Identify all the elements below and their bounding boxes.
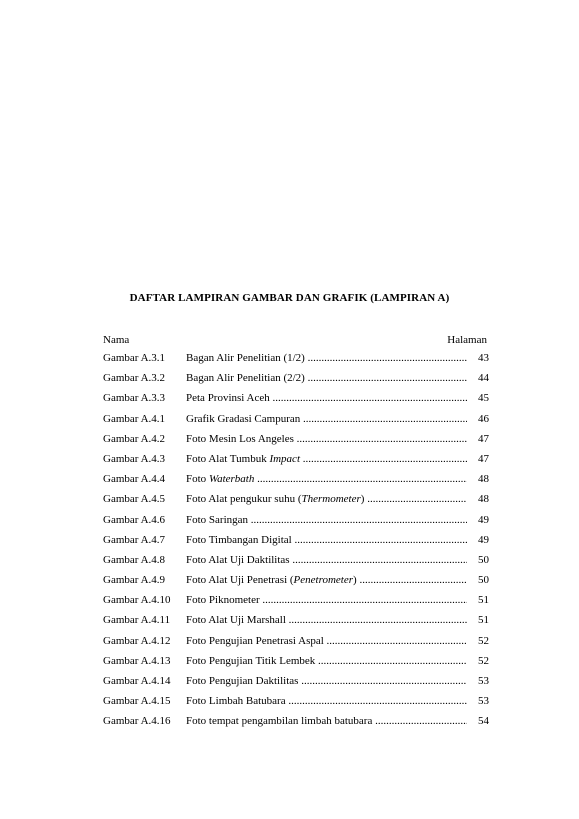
page-number: 53: [478, 695, 489, 708]
list-item[interactable]: [103, 472, 489, 492]
figure-code: Gambar A.4.14: [103, 675, 171, 687]
figure-title: Grafik Gradasi Campuran: [186, 412, 301, 425]
page-number: 45: [478, 392, 489, 405]
figure-title: Foto Alat Uji Penetrasi (: [186, 574, 294, 587]
figure-title: Foto Alat pengukur suhu (: [186, 493, 302, 506]
figure-title: Foto tempat pengambilan limbah batubara: [186, 715, 373, 728]
list-item[interactable]: [103, 674, 489, 694]
figure-title-leader: [186, 513, 467, 527]
figure-title-italic: Impact: [269, 452, 300, 465]
list-item[interactable]: [103, 654, 489, 674]
figure-title: Foto Alat Uji Marshall: [186, 614, 286, 627]
list-item[interactable]: [103, 432, 489, 452]
figure-title: Foto Alat Uji Daktilitas: [186, 553, 290, 566]
figure-code: Gambar A.3.2: [103, 372, 166, 385]
figure-code: Gambar A.4.3: [103, 452, 166, 465]
page-number: 50: [478, 553, 489, 566]
figure-title-suffix: ): [353, 574, 357, 587]
page-number: 54: [478, 715, 489, 728]
list-item[interactable]: [103, 391, 489, 411]
figure-code: Gambar A.4.12: [103, 634, 171, 647]
page-number: 50: [478, 574, 489, 587]
figure-code: Gambar A.4.1: [103, 412, 166, 425]
figure-title-leader: [186, 674, 467, 688]
figure-title-leader: [186, 613, 467, 627]
figure-code: Gambar A.4.4: [103, 473, 166, 486]
list-item[interactable]: [103, 593, 489, 613]
figure-title-italic: Penetrometer: [293, 574, 354, 587]
list-item[interactable]: [103, 412, 489, 432]
figure-code: Gambar A.4.7: [103, 533, 166, 546]
figure-title: Foto Mesin Los Angeles: [186, 432, 294, 445]
figure-title-leader: [186, 593, 467, 607]
page-number: 48: [478, 473, 489, 486]
list-item[interactable]: [103, 371, 489, 391]
list-header: [103, 333, 487, 347]
list-item[interactable]: [103, 714, 489, 734]
figure-title: Bagan Alir Penelitian (2/2): [186, 372, 305, 385]
figure-code: Gambar A.4.5: [103, 493, 166, 506]
figure-code: Gambar A.4.11: [103, 614, 171, 627]
figure-title: Foto Pengujian Titik Lembek: [186, 654, 316, 667]
figure-title-leader: [186, 553, 467, 567]
figure-title: Foto Pengujian Daktilitas: [186, 675, 299, 687]
figure-code: Gambar A.3.1: [103, 352, 166, 364]
page-number: 46: [478, 412, 489, 425]
figure-title-leader: [186, 533, 467, 547]
page-number: 48: [478, 493, 489, 506]
figure-list: [103, 351, 489, 735]
list-item[interactable]: [103, 694, 489, 714]
figure-code: Gambar A.4.16: [103, 715, 171, 728]
figure-title: Foto Alat Tumbuk: [186, 452, 270, 465]
figure-title-leader: [186, 391, 467, 405]
list-item[interactable]: [103, 351, 489, 371]
figure-code: Gambar A.4.9: [103, 574, 166, 587]
figure-title-leader: [186, 472, 467, 486]
figure-title-suffix: ): [360, 493, 365, 506]
page-number: 47: [478, 432, 489, 445]
figure-title-italic: Thermometer: [301, 493, 361, 506]
list-item[interactable]: [103, 634, 489, 654]
figure-title: Foto Timbangan Digital: [186, 533, 292, 546]
figure-title-leader: [186, 654, 467, 668]
list-item[interactable]: [103, 452, 489, 472]
figure-title-leader: [186, 452, 467, 466]
figure-code: Gambar A.4.15: [103, 695, 171, 708]
figure-title-italic: Waterbath: [208, 473, 255, 486]
figure-title-leader: [186, 351, 467, 365]
list-item[interactable]: [103, 533, 489, 553]
figure-title: Foto Limbah Batubara: [186, 695, 286, 708]
figure-title: Foto Saringan: [186, 513, 249, 526]
page-number: 49: [478, 533, 489, 546]
figure-title: Foto Piknometer: [186, 594, 260, 607]
figure-code: Gambar A.3.3: [103, 392, 166, 405]
page-number: 51: [478, 594, 489, 607]
page-number: 44: [478, 372, 489, 385]
list-item[interactable]: [103, 492, 489, 512]
figure-title-leader: [186, 432, 467, 446]
page-number: 51: [478, 614, 489, 627]
figure-code: Gambar A.4.8: [103, 553, 166, 566]
page-number: 49: [478, 513, 489, 526]
figure-code: Gambar A.4.10: [103, 594, 171, 607]
figure-code: Gambar A.4.13: [103, 654, 171, 667]
figure-title-leader: [186, 694, 467, 708]
figure-title: Peta Provinsi Aceh: [186, 392, 270, 405]
page-title: DAFTAR LAMPIRAN GAMBAR DAN GRAFIK (LAMPIRAN A): [129, 292, 450, 304]
page-number: 52: [478, 654, 489, 667]
figure-title-leader: [186, 492, 467, 506]
figure-title: Foto Pengujian Penetrasi Aspal: [186, 634, 324, 647]
list-item[interactable]: [103, 513, 489, 533]
figure-title-leader: [186, 573, 467, 587]
page-number: 43: [478, 352, 489, 364]
page-number: 53: [478, 675, 489, 687]
header-name-label: Nama: [103, 334, 130, 346]
figure-title-leader: [186, 371, 467, 385]
figure-title-leader: [186, 412, 467, 426]
figure-title-leader: [186, 714, 467, 728]
list-item[interactable]: [103, 553, 489, 573]
page-number: 52: [478, 634, 489, 647]
list-item[interactable]: [103, 613, 489, 633]
figure-title: Foto: [186, 473, 209, 486]
figure-code: Gambar A.4.2: [103, 432, 166, 445]
list-item[interactable]: [103, 573, 489, 593]
figure-title: Bagan Alir Penelitian (1/2): [186, 352, 305, 364]
header-page-label: Halaman: [447, 334, 487, 346]
figure-title-leader: [186, 634, 467, 648]
figure-code: Gambar A.4.6: [103, 513, 166, 526]
page-number: 47: [478, 452, 489, 465]
